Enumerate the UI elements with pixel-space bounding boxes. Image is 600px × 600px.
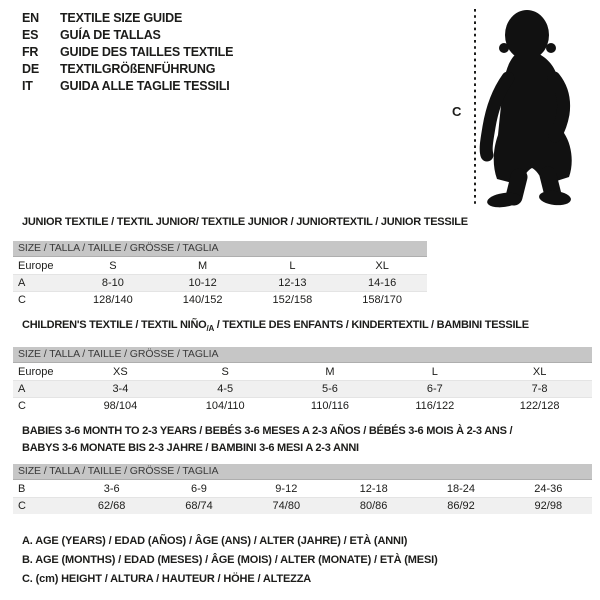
table-cell: XL	[487, 364, 592, 381]
legend-line-a: A. AGE (YEARS) / EDAD (AÑOS) / ÂGE (ANS) / ALTER (JAHRE) / ETÀ (ANNI)	[22, 535, 408, 547]
language-row	[22, 27, 233, 44]
table-cell: L	[248, 258, 338, 275]
row-label: Europe	[13, 258, 68, 275]
table-cell: 86/92	[447, 500, 475, 512]
height-measure-label: C	[452, 104, 462, 119]
table-cell: 3-4	[68, 381, 173, 398]
table-cell: 12-18	[330, 481, 417, 498]
table-cell: 12-13	[248, 275, 338, 292]
children-textile-section	[13, 319, 592, 414]
table-cell: 3-6	[68, 481, 155, 498]
table-row	[13, 398, 592, 415]
table-cell: 152/158	[272, 294, 313, 306]
row-label: Europe	[13, 364, 68, 381]
language-row	[22, 10, 233, 27]
size-header-bar: SIZE / TALLA / TAILLE / GRÖSSE / TAGLIA	[13, 464, 592, 480]
row-label: A	[13, 275, 68, 292]
babies-textile-title	[22, 423, 592, 457]
table-cell: S	[173, 364, 278, 381]
table-cell: 116/122	[415, 400, 455, 413]
table-row	[13, 275, 427, 292]
baby-silhouette	[486, 10, 572, 209]
table-row	[13, 364, 592, 381]
table-cell: 104/110	[205, 400, 245, 413]
table-cell: 14-16	[337, 275, 427, 292]
table-cell: 9-12	[243, 481, 330, 498]
title-line-2: BABYS 3-6 MONATE BIS 2-3 JAHRE / BAMBINI 3-6 MESI A 2-3 ANNI	[22, 442, 359, 454]
table-cell: 140/152	[182, 294, 223, 306]
table-cell: 110/116	[310, 400, 350, 413]
row-label: A	[13, 381, 68, 398]
language-row	[22, 78, 233, 95]
table-cell: 4-5	[173, 381, 278, 398]
language-code: EN	[22, 11, 39, 25]
table-row	[13, 258, 427, 275]
table-cell: 8-10	[68, 275, 158, 292]
table-row	[13, 481, 592, 498]
table-cell: M	[278, 364, 383, 381]
table-cell: 5-6	[278, 381, 383, 398]
title-text: CHILDREN'S TEXTILE / TEXTIL NIÑO	[22, 319, 207, 331]
table-cell: 6-7	[382, 381, 487, 398]
table-cell: 62/68	[97, 500, 126, 512]
height-figure	[438, 4, 590, 210]
table-cell: 18-24	[417, 481, 504, 498]
babies-size-table	[13, 481, 592, 514]
language-row	[22, 44, 233, 61]
table-cell: 74/80	[272, 500, 301, 512]
table-cell: 6-9	[155, 481, 242, 498]
language-code: ES	[22, 28, 39, 42]
table-row	[13, 381, 592, 398]
language-code: IT	[22, 79, 33, 93]
language-label: GUIDA ALLE TAGLIE TESSILI	[60, 79, 230, 93]
table-cell: 122/128	[519, 400, 560, 413]
language-label: GUÍA DE TALLAS	[60, 28, 161, 42]
language-row	[22, 61, 233, 78]
babies-textile-section	[13, 423, 592, 514]
table-cell: 10-12	[158, 275, 248, 292]
table-cell: 128/140	[92, 294, 133, 306]
row-label: B	[13, 481, 68, 498]
legend-line-b: B. AGE (MONTHS) / EDAD (MESES) / ÂGE (MOIS) / ALTER (MONATE) / ETÀ (MESI)	[22, 554, 438, 566]
title-subscript: /A	[206, 324, 214, 334]
junior-textile-section	[13, 216, 468, 308]
table-cell: M	[158, 258, 248, 275]
junior-textile-title: JUNIOR TEXTILE / TEXTIL JUNIOR/ TEXTILE JUNIOR / JUNIORTEXTIL / JUNIOR TESSILE	[22, 216, 468, 228]
table-cell: 7-8	[487, 381, 592, 398]
table-row	[13, 292, 427, 309]
table-cell: L	[382, 364, 487, 381]
size-header-bar: SIZE / TALLA / TAILLE / GRÖSSE / TAGLIA	[13, 347, 592, 363]
children-size-table	[13, 364, 592, 414]
table-cell: S	[68, 258, 158, 275]
title-text: / TEXTILE DES ENFANTS / KINDERTEXTIL / BAMBINI TESSILE	[213, 319, 529, 331]
table-cell: 98/104	[103, 400, 138, 413]
title-line-1: BABIES 3-6 MONTH TO 2-3 YEARS / BEBÉS 3-6 MESES A 2-3 AÑOS / BÉBÉS 3-6 MOIS À 2-3 ANS /	[22, 425, 513, 437]
table-cell: XL	[337, 258, 427, 275]
children-textile-title	[22, 319, 592, 335]
language-list	[22, 10, 233, 95]
language-code: DE	[22, 62, 39, 76]
legend-line-c: C. (cm) HEIGHT / ALTURA / HAUTEUR / HÖHE / ALTEZZA	[22, 573, 312, 585]
table-cell: 80/86	[359, 500, 388, 512]
junior-size-table	[13, 258, 427, 308]
row-label: C	[18, 294, 26, 306]
row-label: C	[18, 500, 26, 512]
table-cell: 92/98	[534, 500, 563, 512]
size-header-bar: SIZE / TALLA / TAILLE / GRÖSSE / TAGLIA	[13, 241, 427, 257]
table-cell: XS	[68, 364, 173, 381]
row-label: C	[18, 400, 26, 413]
language-label: GUIDE DES TAILLES TEXTILE	[60, 45, 234, 59]
language-label: TEXTILE SIZE GUIDE	[60, 11, 183, 25]
legend	[22, 532, 438, 589]
table-cell: 24-36	[505, 481, 592, 498]
table-row	[13, 498, 592, 515]
language-code: FR	[22, 45, 39, 59]
table-cell: 158/170	[362, 294, 402, 306]
table-cell: 68/74	[185, 500, 213, 512]
language-label: TEXTILGRÖßENFÜHRUNG	[60, 62, 216, 76]
